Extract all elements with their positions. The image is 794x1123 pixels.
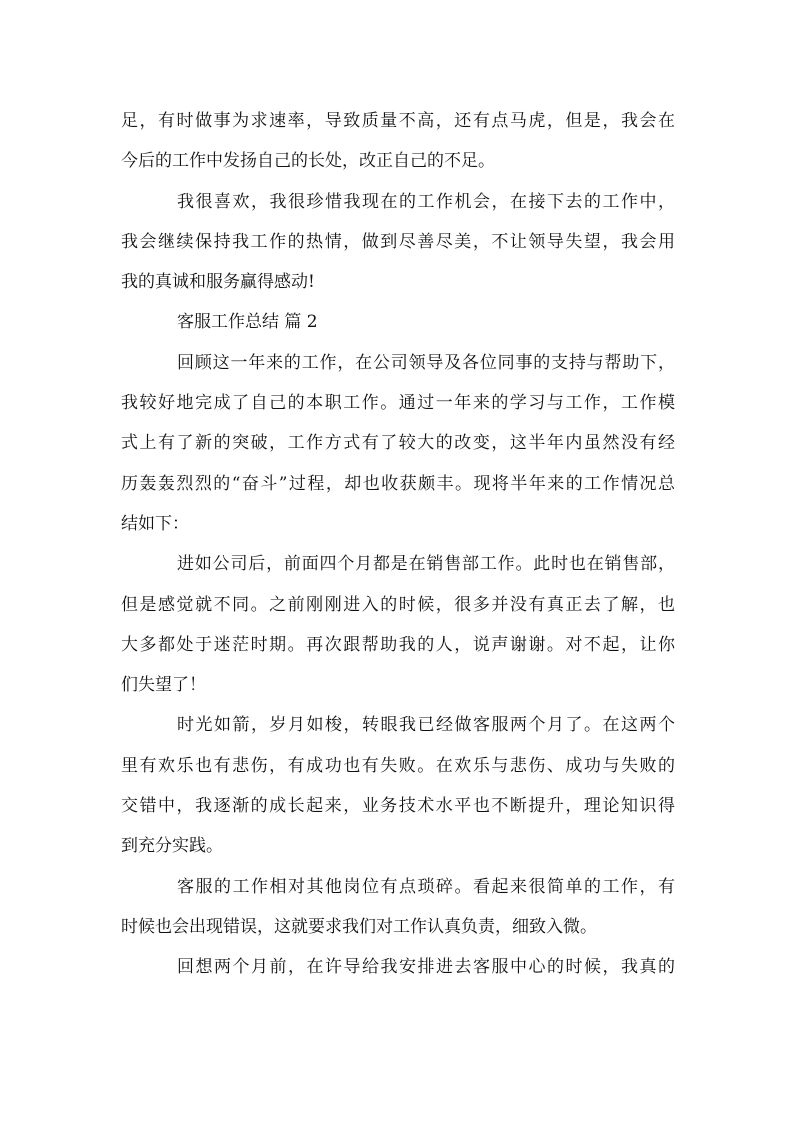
text-line: 交错中，我逐渐的成长起来，业务技术水平也不断提升，理论知识得 — [121, 796, 675, 817]
text-line: 到充分实践。 — [121, 836, 223, 857]
text-line: 回顾这一年来的工作，在公司领导及各位同事的支持与帮助下， — [177, 352, 675, 373]
text-line: 历轰轰烈烈的“奋斗”过程，却也收获颇丰。现将半年来的工作情况总 — [121, 473, 675, 494]
text-line: 时光如箭，岁月如梭，转眼我已经做客服两个月了。在这两个 — [177, 715, 675, 736]
text-line: 客服的工作相对其他岗位有点琐碎。看起来很简单的工作，有 — [177, 876, 675, 897]
text-line: 我较好地完成了自己的本职工作。通过一年来的学习与工作，工作模 — [121, 393, 675, 414]
text-line: 但是感觉就不同。之前刚刚进入的时候，很多并没有真正去了解，也 — [121, 594, 675, 615]
text-line: 我会继续保持我工作的热情，做到尽善尽美，不让领导失望，我会用 — [121, 231, 675, 252]
text-line: 我的真诚和服务赢得感动! — [121, 272, 315, 293]
text-line: 里有欢乐也有悲伤，有成功也有失败。在欢乐与悲伤、成功与失败的 — [121, 755, 675, 776]
section-heading: 客服工作总结 篇 2 — [177, 312, 318, 333]
text-line: 我很喜欢，我很珍惜我现在的工作机会，在接下去的工作中， — [177, 191, 675, 212]
text-line: 进如公司后，前面四个月都是在销售部工作。此时也在销售部， — [177, 554, 675, 575]
text-line: 大多都处于迷茫时期。再次跟帮助我的人，说声谢谢。对不起，让你 — [121, 634, 675, 655]
text-line: 结如下： — [121, 513, 189, 534]
body-text — [121, 101, 675, 988]
text-line: 足，有时做事为求速率，导致质量不高，还有点马虎，但是，我会在 — [121, 111, 675, 131]
text-line: 回想两个月前，在许导给我安排进去客服中心的时候，我真的 — [177, 957, 675, 978]
text-line: 式上有了新的突破，工作方式有了较大的改变，这半年内虽然没有经 — [121, 433, 675, 454]
text-line: 们失望了！ — [121, 675, 206, 696]
text-line: 今后的工作中发扬自己的长处，改正自己的不足。 — [121, 151, 495, 172]
text-line: 时候也会出现错误，这就要求我们对工作认真负责，细致入微。 — [121, 916, 597, 937]
